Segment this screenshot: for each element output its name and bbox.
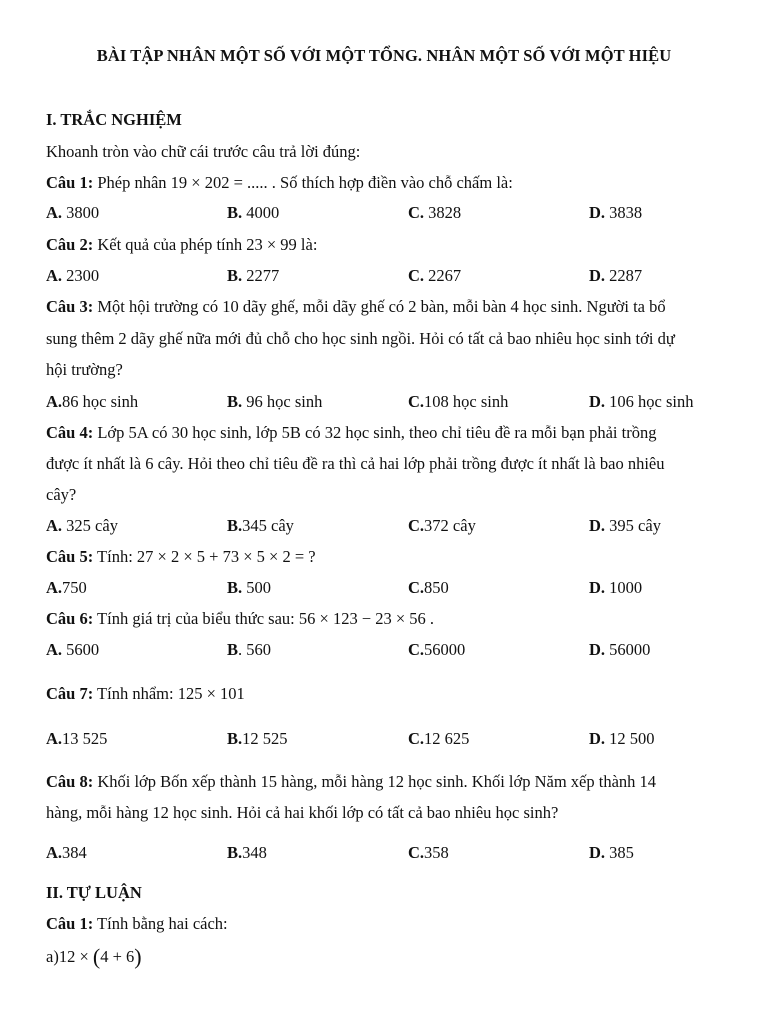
question-5 [46, 547, 736, 567]
question-8 [46, 772, 736, 792]
question-text: Một hội trường có 10 dãy ghế, mỗi dãy ghế có 2 bàn, mỗi bàn 4 học sinh. Người ta bổ [97, 297, 666, 316]
option-b[interactable]: B. 560 [227, 640, 272, 659]
section-heading-multiple-choice: I. TRẮC NGHIỆM [46, 110, 182, 129]
question-6 [46, 609, 736, 629]
question-label: Câu 5: [46, 547, 94, 566]
question-text: Tính bằng hai cách: [93, 914, 228, 933]
option-d[interactable]: D. 1000 [589, 578, 643, 597]
question-text: Kết quả của phép tính 23 × 99 là: [97, 235, 318, 254]
option-b[interactable]: B.345 cây [227, 516, 294, 535]
option-c[interactable]: C.372 cây [408, 516, 476, 535]
option-a[interactable]: A.384 [46, 843, 87, 862]
question-label: Câu 2: [46, 235, 94, 254]
question-2 [46, 235, 736, 255]
option-b[interactable]: B.348 [227, 843, 267, 862]
essay-part-a [46, 944, 736, 969]
question-4-line-3: cây? [46, 485, 77, 504]
option-c[interactable]: C.358 [408, 843, 449, 862]
question-label: Câu 6: [46, 609, 94, 628]
question-label: Câu 1: [46, 914, 94, 933]
question-4 [46, 423, 736, 443]
question-5-options [0, 578, 768, 598]
option-d[interactable]: D. 56000 [589, 640, 651, 659]
option-b[interactable]: B. 96 học sinh [227, 392, 323, 411]
option-a[interactable]: A. 3800 [46, 203, 100, 222]
option-d[interactable]: D. 106 học sinh [589, 392, 694, 411]
question-7 [46, 684, 736, 704]
question-3-line-2: sung thêm 2 dãy ghế nữa mới đủ chỗ cho học sinh ngồi. Hỏi có tất cả bao nhiêu học sinh tới dự [46, 329, 675, 348]
question-1-options [0, 203, 768, 223]
option-b[interactable]: B. 2277 [227, 266, 280, 285]
question-label: Câu 7: [46, 684, 94, 703]
question-text: Tính: 27 × 2 × 5 + 73 × 5 × 2 = ? [97, 547, 316, 566]
option-c[interactable]: C.56000 [408, 640, 466, 659]
option-b[interactable]: B. 4000 [227, 203, 280, 222]
part-a-prefix: a)12 × [46, 947, 93, 966]
question-label: Câu 8: [46, 772, 94, 791]
question-6-options [0, 640, 768, 660]
option-b[interactable]: B. 500 [227, 578, 272, 597]
open-paren: ( [92, 944, 101, 969]
option-d[interactable]: D. 395 cây [589, 516, 661, 535]
question-label: Câu 4: [46, 423, 94, 442]
question-text: Tính nhẩm: 125 × 101 [97, 684, 245, 703]
option-a[interactable]: A.13 525 [46, 729, 108, 748]
option-d[interactable]: D. 385 [589, 843, 634, 862]
question-4-options [0, 516, 768, 536]
option-b[interactable]: B.12 525 [227, 729, 288, 748]
question-1 [46, 173, 736, 193]
question-text: Khối lớp Bốn xếp thành 15 hàng, mỗi hàng 12 học sinh. Khối lớp Năm xếp thành 14 [97, 772, 657, 791]
question-8-line-2: hàng, mỗi hàng 12 học sinh. Hỏi cả hai khối lớp có tất cả bao nhiêu học sinh? [46, 803, 559, 822]
option-d[interactable]: D. 2287 [589, 266, 643, 285]
option-a[interactable]: A.750 [46, 578, 87, 597]
question-text: Tính giá trị của biểu thức sau: 56 × 123 − 23 × 56 . [97, 609, 435, 628]
question-label: Câu 3: [46, 297, 94, 316]
question-2-options [0, 266, 768, 286]
part-a-inner: 4 + 6 [100, 947, 135, 966]
question-3 [46, 297, 736, 317]
instruction-text: Khoanh tròn vào chữ cái trước câu trả lời đúng: [46, 142, 361, 161]
option-a[interactable]: A. 325 cây [46, 516, 118, 535]
option-c[interactable]: C.850 [408, 578, 449, 597]
close-paren: ) [134, 944, 142, 969]
option-d[interactable]: D. 12 500 [589, 729, 655, 748]
page-title: BÀI TẬP NHÂN MỘT SỐ VỚI MỘT TỔNG. NHÂN MỘT SỐ VỚI MỘT HIỆU [96, 46, 672, 65]
option-d[interactable]: D. 3838 [589, 203, 643, 222]
question-label: Câu 1: [46, 173, 94, 192]
question-4-line-2: được ít nhất là 6 cây. Hỏi theo chỉ tiêu đề ra thì cả hai lớp phải trồng được ít nhất là bao nhiêu [46, 454, 665, 473]
section-heading-essay: II. TỰ LUẬN [46, 883, 142, 902]
question-8-options [0, 843, 768, 863]
option-a[interactable]: A. 2300 [46, 266, 100, 285]
option-a[interactable]: A.86 học sinh [46, 392, 139, 411]
option-c[interactable]: C.108 học sinh [408, 392, 509, 411]
option-c[interactable]: C. 2267 [408, 266, 462, 285]
option-c[interactable]: C. 3828 [408, 203, 462, 222]
question-3-options [0, 392, 768, 412]
essay-question-1 [46, 914, 736, 934]
question-text: Phép nhân 19 × 202 = ..... . Số thích hợp điền vào chỗ chấm là: [97, 173, 513, 192]
question-7-options [0, 729, 768, 749]
option-c[interactable]: C.12 625 [408, 729, 470, 748]
question-text: Lớp 5A có 30 học sinh, lớp 5B có 32 học sinh, theo chỉ tiêu đề ra mỗi bạn phải trồng [97, 423, 657, 442]
option-a[interactable]: A. 5600 [46, 640, 100, 659]
question-3-line-3: hội trường? [46, 360, 123, 379]
